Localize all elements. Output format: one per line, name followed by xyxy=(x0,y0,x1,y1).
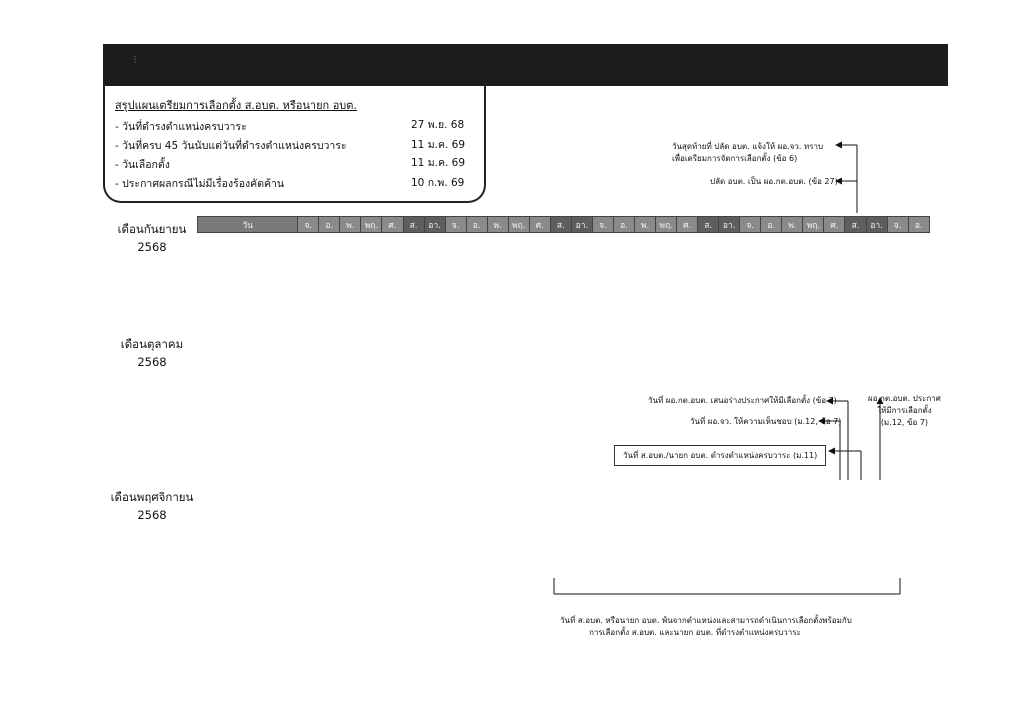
note-line: วันที่ ส.อบต. หรือนายก อบต. พ้นจากตำแหน่งและสามารถดำเนินการเลือกตั้งพร้อมกับ xyxy=(560,616,852,625)
summary-row-value: 11 ม.ค. 69 xyxy=(411,139,466,151)
calendar-cell: อา. xyxy=(571,217,592,233)
calendar-cell: จ. xyxy=(592,217,613,233)
month-year: 2568 xyxy=(137,355,167,369)
calendar-cell: อ. xyxy=(613,217,634,233)
month-name: เดือนตุลาคม xyxy=(120,337,184,351)
note-line: การเลือกตั้ง ส.อบต. และนายก อบต. ที่ดำรงตำแหน่งครบวาระ xyxy=(589,628,801,637)
calendar-cell: อ. xyxy=(466,217,487,233)
calendar-cell: ศ. xyxy=(529,217,550,233)
calendar-cell: พฤ. xyxy=(803,217,824,233)
calendar-cell: อา. xyxy=(866,217,887,233)
calendar-cell: อ. xyxy=(908,217,929,233)
summary-row-label: - วันที่ดำรงตำแหน่งครบวาระ xyxy=(115,121,247,133)
month-name: เดือนพฤศจิกายน xyxy=(110,490,194,504)
calendar-cell: ศ. xyxy=(382,217,403,233)
row-label: วัน xyxy=(198,217,298,233)
calendar-cell: ส. xyxy=(403,217,424,233)
summary-row-label: - ประกาศผลกรณีไม่มีเรื่องร้องคัดค้าน xyxy=(115,178,285,190)
calendar-cell: ส. xyxy=(845,217,866,233)
calendar-cell: อ. xyxy=(319,217,340,233)
month-year: 2568 xyxy=(137,240,167,254)
note-line: เพื่อเตรียมการจัดการเลือกตั้ง (ข้อ 6) xyxy=(672,154,798,163)
calendar-cell: อ. xyxy=(761,217,782,233)
calendar-cell: จ. xyxy=(298,217,319,233)
summary-row-value: 11 ม.ค. 69 xyxy=(411,157,466,169)
month-name: เดือนกันยายน xyxy=(117,222,187,236)
note-line: วันสุดท้ายที่ ปลัด อบต. แจ้งให้ ผอ.จว. ทราบ xyxy=(672,142,824,151)
calendar-cell: จ. xyxy=(887,217,908,233)
calendar-cell: ส. xyxy=(698,217,719,233)
calendar-cell: พฤ. xyxy=(656,217,677,233)
note-line: ผอ.กต.อบต. ประกาศ xyxy=(868,394,941,403)
calendar-cell: ศ. xyxy=(824,217,845,233)
calendar-cell: จ. xyxy=(445,217,466,233)
summary-row-label: - วันเลือกตั้ง xyxy=(115,159,170,171)
note-term-end: วันที่ ส.อบต./นายก อบต. ดำรงตำแหน่งครบวาระ (ม.11) xyxy=(614,445,826,466)
summary-row-label: - วันที่ครบ 45 วันนับแต่วันที่ดำรงตำแหน่งครบวาระ xyxy=(115,140,347,152)
calendar-cell: พ. xyxy=(782,217,803,233)
calendar-cell: พ. xyxy=(487,217,508,233)
note-october-propose: วันที่ ผอ.กต.อบต. เสนอร่างประกาศให้มีเลือกตั้ง (ข้อ 7) xyxy=(648,396,837,405)
calendar-cell: พ. xyxy=(340,217,361,233)
calendar-cell: พฤ. xyxy=(361,217,382,233)
summary-row-value: 27 พ.ย. 68 xyxy=(411,119,465,131)
note-line: (ม.12, ข้อ 7) xyxy=(880,418,929,427)
note-september-director: ปลัด อบต. เป็น ผอ.กต.อบต. (ข้อ 27) xyxy=(710,177,838,186)
calendar-cell: ส. xyxy=(550,217,571,233)
note-october-approve: วันที่ ผอ.จว. ให้ความเห็นชอบ (ม.12, ข้อ 7) xyxy=(690,417,842,426)
calendar-cell: พฤ. xyxy=(508,217,529,233)
calendar-cell: พ. xyxy=(635,217,656,233)
calendar-cell: อา. xyxy=(719,217,740,233)
calendar-cell: ศ. xyxy=(677,217,698,233)
month-year: 2568 xyxy=(137,508,167,522)
calendar-cell: จ. xyxy=(740,217,761,233)
summary-row-value: 10 ก.พ. 69 xyxy=(411,177,465,189)
calendar-cell: อา. xyxy=(424,217,445,233)
header-mark: ⋮ xyxy=(131,55,139,64)
note-line: ให้มีการเลือกตั้ง xyxy=(877,406,932,415)
summary-title: สรุปแผนเตรียมการเลือกตั้ง ส.อบต. หรือนายก อบต. xyxy=(115,99,357,112)
